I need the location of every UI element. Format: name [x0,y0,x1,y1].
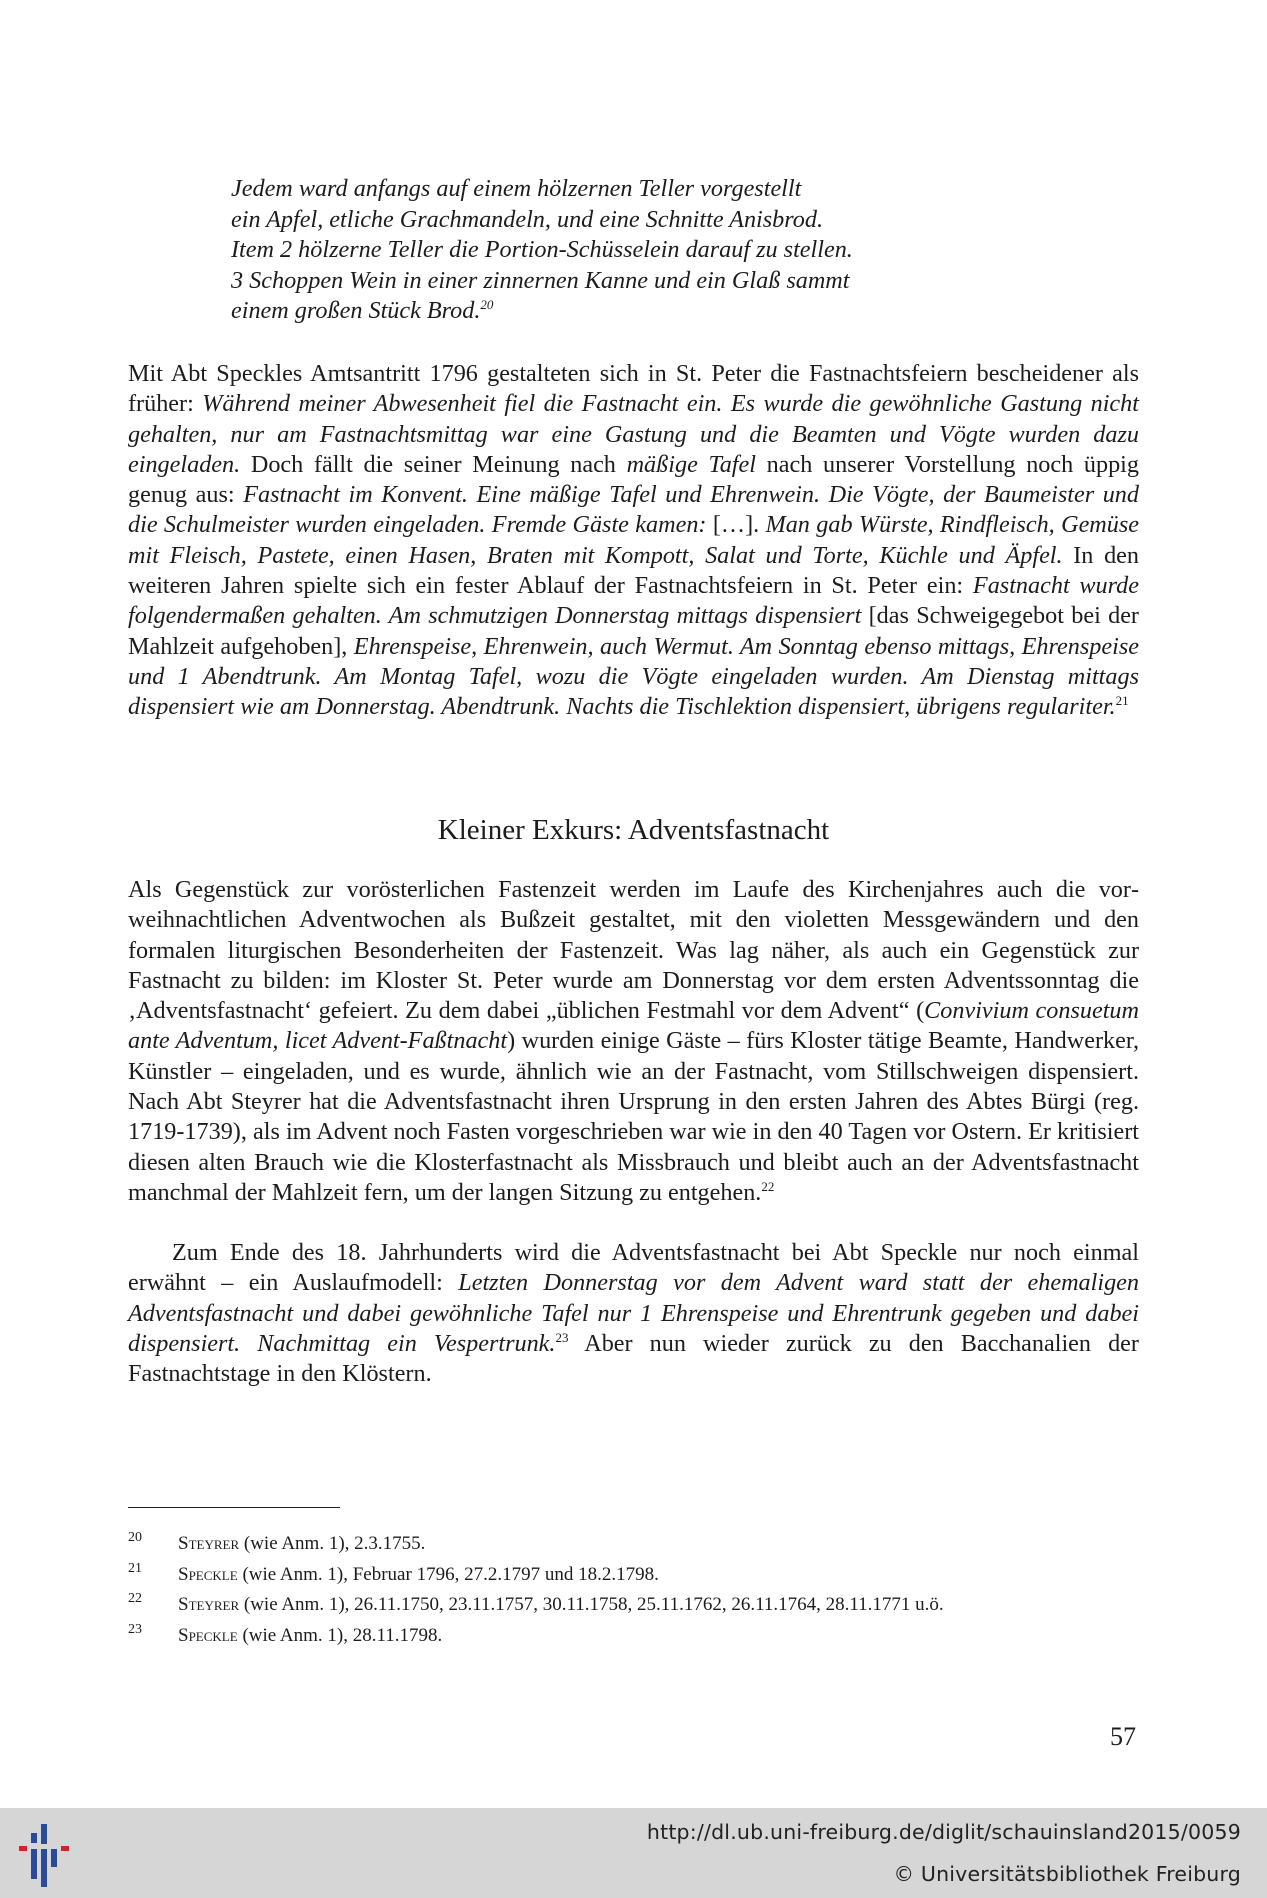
footnote-number: 23 [128,1621,142,1637]
text-run: nach unserer Vorstellung noch üppig genug aus: [128,450,1139,509]
text-run: [das Schweigegebot bei der Mahlzeit aufgehoben], [128,602,1139,660]
viewer-footer [0,1808,1267,1898]
quoted-source-text: Fastnacht im Konvent. Eine mäßige Tafel und Ehrenwein. Die Vögte, der Baumeister und die Schulmeister wurden eingeladen. Fremde Gäste kamen: [128,481,1139,539]
footnote-ref[interactable]: 21 [1115,693,1129,709]
footnote [128,1529,1139,1560]
footnote-number: 20 [128,1530,142,1545]
ub-freiburg-logo-icon[interactable] [8,1816,82,1890]
text-run: Doch fällt die seiner Meinung nach [240,450,627,478]
quote-line: Jedem ward anfangs auf einem hölzernen Teller vorgestellt [231,175,802,202]
quote-line-text: einem großen Stück Brod. [231,297,481,324]
footnote-author: Steyrer [178,1594,240,1615]
footnote-author: Steyrer [178,1533,240,1554]
body-paragraph [128,359,1139,723]
body-paragraph [128,1238,1139,1389]
footnote-author: Speckle [178,1563,238,1585]
quote-line: 3 Schoppen Wein in einer zinnernen Kanne und ein Glaß sammt [231,266,850,294]
footnote-separator [128,1507,340,1508]
quoted-source-text: Fastnacht wurde folgendermaßen gehalten. Am schmutzigen Donnerstag mittags dispensiert [128,572,1139,630]
footnote-text [178,1529,425,1560]
text-run: Zum Ende des 18. Jahrhunderts wird die Adventsfastnacht bei Abt Speckle nur noch einmal erwähnt – ein Auslaufmodell: [128,1239,1139,1297]
footnote-ref[interactable]: 23 [555,1329,569,1345]
section-heading: Kleiner Exkurs: Adventsfastnacht [437,814,830,846]
quoted-source-text: Ehrenspeise, Ehrenwein, auch Wermut. Am Sonntag ebenso mittags, Ehrenspeise und 1 Abendtrunk. Am Montag Tafel, wozu die Vögte eingeladen wurden. Am Dienstag mittags dispensiert wie am Donnerstag. Abendtrunk. Nachts die Tischlektion dispensiert, übrigens regulariter. [128,632,1139,721]
quoted-source-text: mäßige Tafel [626,450,756,478]
quote-line [231,296,991,327]
footnote [128,1590,1139,1621]
quote-line: Item 2 hölzerne Teller die Portion-Schüsselein darauf zu stellen. [231,236,853,263]
text-run: ) wurden einige Gäste – fürs Kloster tätige Beamte, Handwerker, Künstler – eingeladen, und es wurde, ähnlich wie an der Fastnacht, vom Stillschweigen dispensiert. Nach Abt Steyrer hat die Adventsfastnacht ihren Ursprung in den ersten Jahren des Abtes Bürgi (reg. 1719-1739), als im Advent noch Fasten vorgeschrieben war wie in den 40 Tagen vor Ostern. Er kritisiert diesen alten Brauch wie die Klosterfastnacht als Missbrauch und bleibt auch an der Adventsfastnacht manchmal der Mahlzeit fern, um der langen Sitzung zu entgehen. [128,1027,1139,1206]
footnote [128,1621,1139,1652]
quote-line: ein Apfel, etliche Grachmandeln, und eine Schnitte Anisbrod. [231,205,824,233]
copyright-notice: © Universitätsbibliothek Freiburg [893,1862,1241,1886]
footnote-citation: (wie Anm. 1), Februar 1796, 27.2.1797 und 18.2.1798. [237,1563,659,1585]
quoted-source-text: Letzten Donnerstag vor dem Advent ward statt der ehemaligen Adventsfastnacht und dabei gewöhnliche Tafel nur 1 Ehrenspeise und Ehrentrunk gegeben und dabei dispensiert. Nachmittag ein Vespertrunk. [128,1269,1139,1357]
footnote-citation: (wie Anm. 1), 28.11.1798. [237,1624,443,1646]
text-run: Mit Abt Speckles Amtsantritt 1796 gestalteten sich in St. Peter die Fastnachtsfeiern bescheidener als früher: [128,360,1139,418]
footnote-citation: (wie Anm. 1), 2.3.1755. [239,1533,426,1554]
permalink-url[interactable]: http://dl.ub.uni-freiburg.de/diglit/schauinsland2015/0059 [646,1820,1241,1844]
footnote-citation: (wie Anm. 1), 26.11.1750, 23.11.1757, 30.11.1758, 25.11.1762, 26.11.1764, 28.11.1771 u.ö. [239,1594,944,1615]
text-run: Als Gegenstück zur vorösterlichen Fastenzeit werden im Laufe des Kirchenjahres auch die vorweihnachtlichen Adventwochen als Bußzeit gestaltet, mit den violetten Messgewändern und den formalen liturgischen Besonderheiten der Fastenzeit. Was lag näher, als auch ein Gegenstück zur Fastnacht zu bilden: im Kloster St. Peter wurde am Donnerstag vor dem ersten Adventssonntag die ‚Adventsfastnacht‘ gefeiert. Zu dem dabei „üblichen Festmahl vor dem Advent“ ( [128,876,1139,1025]
page-number: 57 [1110,1722,1136,1751]
footnotes [128,1529,1139,1651]
body-paragraph [128,875,1139,1208]
text-run: Aber nun wieder zurück zu den Bacchanalien der Fastnachtstage in den Klöstern. [128,1329,1139,1388]
footnote-ref[interactable]: 20 [480,297,494,312]
footnote-text [178,1560,659,1591]
footnote-number: 21 [128,1560,142,1576]
footnote-text [178,1621,442,1652]
footnote-text [178,1590,944,1621]
quoted-source-text: Convivium consuetum ante Adventum, licet Advent-Faßtnacht [128,997,1139,1055]
quoted-source-text: Während meiner Abwesenheit fiel die Fastnacht ein. Es wurde die gewöhnliche Gastung nicht gehalten, nur am Fastnachtsmittag war eine Gastung und die Beamten und Vögte wurden dazu eingeladen. [128,390,1139,478]
text-run: In den weiteren Jahren spielte sich ein fester Ablauf der Fastnachtsfeiern in St. Peter ein: [128,541,1139,600]
block-quote [231,174,991,327]
footnote-author: Speckle [178,1624,238,1646]
quoted-source-text: Man gab Würste, Rindfleisch, Gemüse mit Fleisch, Pastete, einen Hasen, Braten mit Kompott, Salat und Torte, Küchle und Äpfel. [128,511,1140,569]
footnote [128,1560,1139,1591]
footnote-number: 22 [128,1591,142,1606]
footnote-ref[interactable]: 22 [761,1178,775,1194]
text-run: […]. [706,511,766,539]
